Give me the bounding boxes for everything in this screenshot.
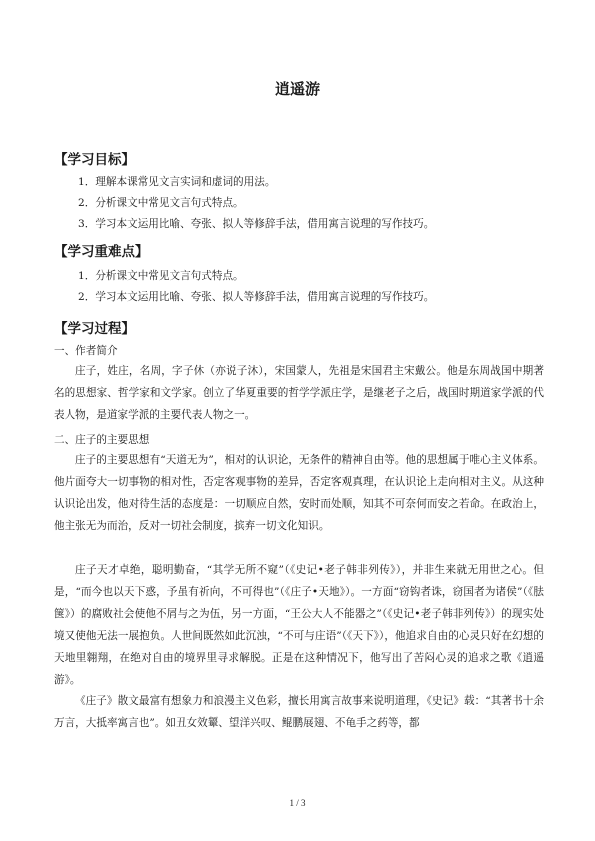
thought-paragraph: 庄子的主要思想有“天道无为”，相对的认识论，无条件的精神自由等。他的思想属于唯心主义体系。他片面夸大一切事物的相对性，否定客观事物的差异，否定客观真理，在认识论上走向相对主义。从这种认识论出发，他对待生活的态度是：一切顺应自然，安时而处顺，知其不可奈何而安之若命。在政治上，他主张无为而治，反对一切社会制度，摈弃一切文化知识。 (54, 454, 544, 532)
list-item: 2．分析课文中常见文言句式特点。 (78, 197, 244, 209)
thought-heading: 二、庄子的主要思想 (54, 434, 150, 446)
page-title: 逍遥游 (274, 80, 320, 98)
key-points-list (78, 266, 434, 308)
key-points-heading: 【学习重难点】 (54, 244, 149, 260)
life-paragraph: 庄子天才卓绝，聪明勤奋，“其学无所不窥”（《史记•老子韩非列传》），并非生来就无用世之心。但是，“而今也以天下惑，予虽有祈向，不可得也”（《庄子•天地》）。一方面“窃钩者诛，窃国者为诸侯”（《胠箧》）的腐败社会使他不屑与之为伍，另一方面，“王公大人不能器之”（《史记•老子韩非列传》）的现实处境又使他无法一展抱负。人世间既然如此沉浊，“不可与庄语”（《天下》），他追求自由的心灵只好在幻想的天地里翱翔，在绝对自由的境界里寻求解脱。正是在这种情况下，他写出了苦闷心灵的追求之歌《逍遥游》。 (54, 564, 544, 686)
list-item: 1．分析课文中常见文言句式特点。 (78, 270, 244, 282)
page-number: 1 / 3 (289, 798, 306, 808)
author-paragraph: 庄子，姓庄，名周，字子休（亦说子沐），宋国蒙人，先祖是宋国君主宋戴公。他是东周战国中期著名的思想家、哲学家和文学家。创立了华夏重要的哲学学派庄学，是继老子之后，战国时期道家学派的代表人物，是道家学派的主要代表人物之一。 (54, 365, 544, 421)
goals-list (78, 172, 434, 235)
goals-heading: 【学习目标】 (54, 152, 135, 168)
list-item: 1．理解本课常见文言实词和虚词的用法。 (78, 176, 276, 188)
list-item: 2．学习本文运用比喻、夸张、拟人等修辞手法，借用寓言说理的写作技巧。 (78, 291, 435, 303)
style-paragraph: 《庄子》散文最富有想象力和浪漫主义色彩，擅长用寓言故事来说明道理，《史记》载：“其著书十余万言，大抵率寓言也”。如丑女效颦、望洋兴叹、鲲鹏展翅、不龟手之药等，都 (54, 695, 544, 729)
author-heading: 一、作者简介 (54, 345, 118, 357)
process-heading: 【学习过程】 (54, 321, 135, 337)
list-item: 3．学习本文运用比喻、夸张、拟人等修辞手法，借用寓言说理的写作技巧。 (78, 218, 435, 230)
